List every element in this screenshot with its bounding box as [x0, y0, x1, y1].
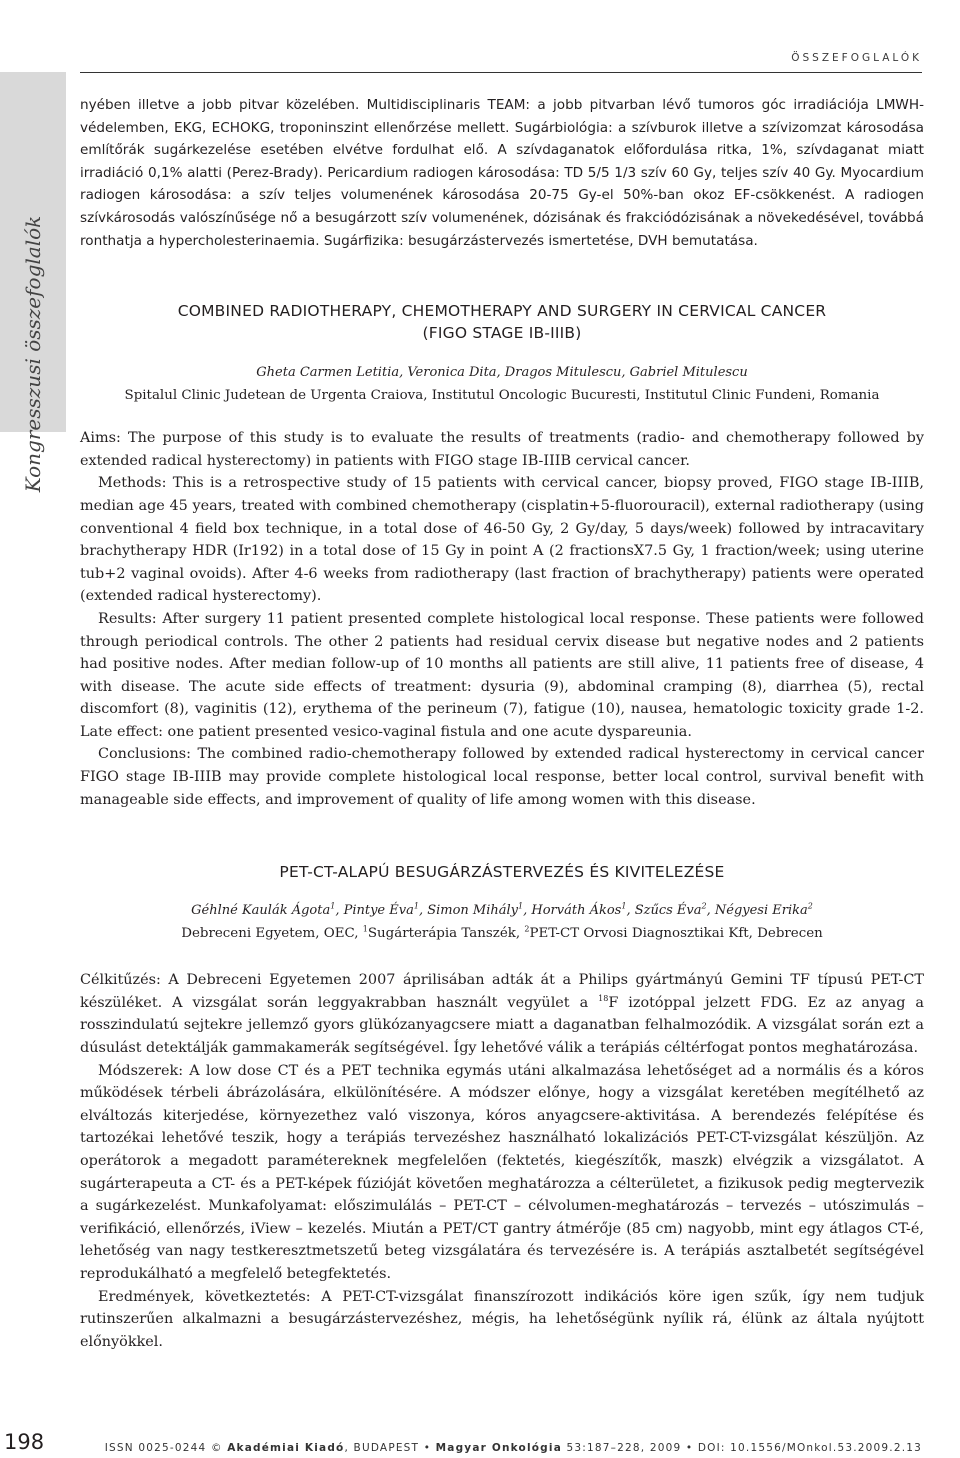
page-footer	[0, 1432, 960, 1458]
abstract2-results: Eredmények, következtetés: A PET-CT-vizsgálat finanszírozott indikációs köre igen szűk, így nem tudjuk rutinszerűen alkalmazni a besugárzástervezéshez, mégis, ha lehetőségünk nyílik rá, élünk az általa nyújtott előnyökkel.	[80, 1288, 924, 1350]
city: , BUDAPEST •	[344, 1442, 436, 1454]
affiliation-company: PET-CT Orvosi Diagnosztikai Kft, Debrecen	[529, 926, 823, 942]
issn: ISSN 0025-0244 ©	[104, 1442, 228, 1454]
sidebar	[0, 72, 66, 493]
publisher: Akadémiai Kiadó	[227, 1442, 345, 1454]
isotope-sup: 18	[598, 994, 609, 1004]
abstract-authors: Gheta Carmen Letitia, Veronica Dita, Dragos Mitulescu, Gabriel Mitulescu	[256, 365, 748, 381]
header-rule	[80, 72, 922, 73]
affiliation-sup: 2	[524, 924, 530, 934]
author-sup: 1	[413, 901, 419, 911]
abstract2-objective	[80, 969, 924, 1059]
author: Négyesi Erika	[714, 903, 808, 919]
abstract-affiliation: Spitalul Clinic Judetean de Urgenta Craiova, Institutul Oncologic Bucuresti, Institutul Clinic Fundeni, Romania	[124, 388, 880, 404]
section-header: ÖSSZEFOGLALÓK	[791, 52, 922, 64]
author-sup: 1	[518, 901, 524, 911]
abstract-methods: Methods: This is a retrospective study of 15 patients with cervical cancer, biopsy proved, FIGO stage IB-IIIB, median age 45 years, treated with combined chemotherapy (cisplatin+5-fluorouracil), external radiotherapy (using conventional 4 field box technique, in a total dose of 46-50 Gy, 2 Gy/day, 5 days/week) followed by intracavitary brachytherapy HDR (Ir192) in a total dose of 15 Gy in point A (2 fractionsX7.5 Gy, 1 fraction/week; using uterine tub+2 vaginal ovoids). After 4-6 weeks from radiotherapy (last fraction of brachytherapy) patients were operated (extended radical hysterectomy).	[80, 475, 924, 605]
abstract-title-line1: COMBINED RADIOTHERAPY, CHEMOTHERAPY AND SURGERY IN CERVICAL CANCER	[177, 302, 827, 321]
author-sup: 1	[330, 901, 336, 911]
abstract2-title: PET-CT-ALAPÚ BESUGÁRZÁSTERVEZÉS ÉS KIVITELEZÉSE	[279, 863, 725, 882]
affiliation-sup: 1	[362, 924, 368, 934]
abstract-pet-ct	[80, 861, 924, 1353]
author: Géhlné Kaulák Ágota	[191, 903, 331, 919]
abstract2-affiliation	[80, 923, 924, 945]
author-sup: 2	[701, 901, 707, 911]
author: Pintye Éva	[343, 903, 414, 919]
page-content	[80, 94, 924, 1353]
abstract-cervical-cancer	[80, 300, 924, 811]
author-sup: 2	[807, 901, 813, 911]
objective-text: F izotóppal jelzett FDG. Ez az anyag a rosszindulatú sejtekre jellemző gyors glükózanyagcsere miatt a daganatban felhalmozódik. A vizsgálat során ezt a dúsulást detektálják gammakamerák segítségével. Így lehetővé válik a terápiás céltérfogat pontos meghatározása.	[80, 994, 924, 1057]
abstract-conclusions: Conclusions: The combined radio-chemotherapy followed by extended radical hysterectomy in cervical cancer FIGO stage IB-IIIB may provide complete histological local response, better local control, survival benefit with manageable side effects, and improvement of quality of life among women with this disease.	[80, 746, 924, 808]
intro-continuation	[80, 94, 924, 252]
abstract-results: Results: After surgery 11 patient presented complete histological local response. These patients were followed through periodical controls. The other 2 patients had residual cervix disease but negative nodes and 2 patients had positive nodes. After median follow-up of 10 months all patients are still alive, 11 patients free of disease, 4 with disease. The acute side effects of treatment: dysuria (9), abdominal cramping (8), diarrhea (5), rectal discomfort (8), vaginitis (12), erythema of the perineum (7), fatigue (10), nausea, hematologic toxicity grade 1-2. Late effect: one patient presented vesico-vaginal fistula and one acute dyspareunia.	[80, 610, 924, 740]
abstract-title	[80, 300, 924, 344]
author: Szűcs Éva	[634, 903, 702, 919]
journal-name: Magyar Onkológia	[435, 1442, 562, 1454]
author-sup: 1	[621, 901, 627, 911]
abstract-title-line2: (FIGO STAGE IB-IIIB)	[422, 324, 582, 343]
affiliation-prefix: Debreceni Egyetem, OEC,	[181, 926, 363, 942]
author: Horváth Ákos	[531, 903, 622, 919]
intro-paragraph: nyében illetve a jobb pitvar közelében. Multidisciplinaris TEAM: a jobb pitvarban lévő tumoros góc irradiációja LMWH-védelemben, EKG, ECHOKG, troponinszint ellenőrzése mellett. Sugárbiológia: a szívburok illetve a szívizomzat károsodása említőrák sugárkezelése esetében elvétve fordulhat elő. A szívdaganatok előfordulása ritka, 1%, szívdaganat miatt irradiáció 0,1% alatti (Perez-Brady). Pericardium radiogen károsodása: TD 5/5 1/3 szív 60 Gy, teljes szív 40 Gy. Myocardium radiogen károsodása: a szív teljes volumenének károsodása 20-75 Gy-el 50%-ban okoz EF-csökkenést. A radiogen szívkárosodás valószínűsége nő a besugárzott szív volumenének, dózisának és frakciódózisának a növekedésével, továbbá ronthatja a hypercholesterinaemia. Sugárfizika: besugárzástervezés ismertetése, DVH bemutatása.	[80, 97, 924, 249]
author: Simon Mihály	[427, 903, 519, 919]
citation-line	[105, 1442, 922, 1454]
abstract2-methods: Módszerek: A low dose CT és a PET technika egymás utáni alkalmazása lehetőséget ad a normális és a kóros működések térbeli ábrázolására, elkülönítésére. A módszer előnye, hogy a vizsgálat keretében megítélhető az elváltozás kiterjedése, környezethez való viszonya, kóros anyagcsere-aktivitása. A berendezés felépítése és tartozékai lehetővé teszik, hogy a terápiás tervezéshez használható lokalizációs PET-CT-vizsgálat készüljön. Az operátorok a megadott paramétereknek megfelelően (fektetés, kiegészítők, maszk) elvégzik a vizsgálatot. A sugárterapeuta a CT- és a PET-képek fúzióját követően meghatározza a célterületet, a fizikusok pedig megtervezik a sugárkezelést. Munkafolyamat: előszimulálás – PET-CT – célvolumen-meghatározás – tervezés – utószimulás – verifikáció, ellenőrzés, iView – kezelés. Miután a PET/CT gantry átmérője (85 cm) nagyobb, mint egy átlagos CT-é, lehetőség van nagy testkeresztmetszetű beteg vizsgálatára és tervezésére is. A terápiás asztalbetét segítségével reprodukálható a megfelelő betegfektetés.	[80, 1062, 924, 1282]
abstract2-authors: Géhlné Kaulák Ágota$^1$, Pintye Éva$^1$, Simon Mihály$^1$, Horváth Ákos$^1$, Szűcs Éva$^2$, Négyesi Erika$^2$	[191, 901, 813, 919]
page-number: 198	[4, 1430, 45, 1454]
objective-text: Célkitűzés: A Debreceni Egyetemen 2007 áprilisában adták át a Philips gyártmányú Gemini TF típusú PET-CT készüléket. A vizsgálat során leggyakrabban használt vegyület a	[80, 972, 924, 1011]
sidebar-label: Kongresszusi összefoglalók	[21, 215, 45, 493]
affiliation-dept: Sugárterápia Tanszék,	[367, 926, 525, 942]
abstract-aims: Aims: The purpose of this study is to evaluate the results of treatments (radio- and chemotherapy followed by extended radical hysterectomy) in patients with FIGO stage IB-IIIB cervical cancer.	[80, 430, 924, 469]
citation: 53:187–228, 2009 • DOI: 10.1556/MOnkol.53.2009.2.13	[561, 1442, 922, 1454]
